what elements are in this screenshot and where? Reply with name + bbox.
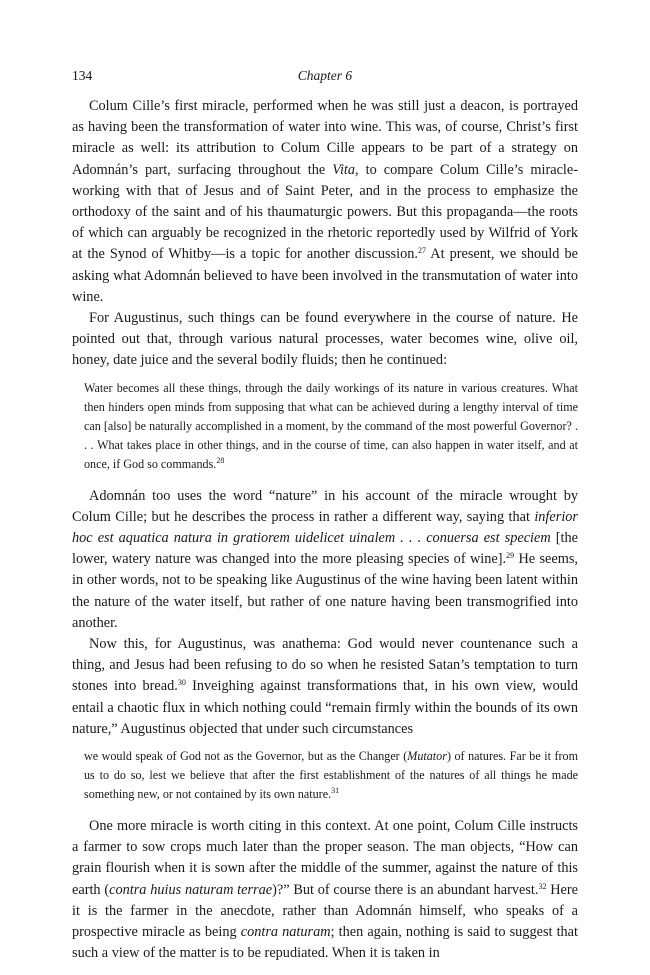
page-number: 134 xyxy=(72,68,93,83)
text-run: )?” But of course there is an abundant harvest. xyxy=(272,881,539,898)
text-run: At present, we should be asking what Adomnán believed to have been involved in the transmutation of water into wine. xyxy=(72,246,578,305)
italic-text: inferior hoc est aquatica natura in gratiorem uidelicet uinalem . . . conuersa est speciem xyxy=(72,508,578,547)
italic-text: Mutator xyxy=(407,749,447,764)
paragraph xyxy=(72,96,578,308)
italic-text: contra naturam xyxy=(240,924,331,941)
block-quote xyxy=(84,379,578,474)
text-run: Now this, for Augustinus, was anathema: God would never countenance such a thing, and Jesus had been refusing to do so when he resisted Satan’s temptation to turn stones into bread. xyxy=(72,636,578,695)
footnote-marker: 28 xyxy=(216,455,225,465)
footnote-marker: 27 xyxy=(417,246,426,256)
text-run: For Augustinus, such things can be found everywhere in the course of nature. He pointed out that, through various natural processes, water becomes wine, olive oil, honey, date juice and the several bodily fluids; then he continued: xyxy=(72,310,578,369)
text-run: [the lower, watery nature was changed into the more pleasing species of wine]. xyxy=(72,530,578,568)
footnote-marker: 30 xyxy=(177,678,186,688)
running-head xyxy=(72,68,578,88)
text-run: He seems, in other words, not to be speaking like Augustinus of the wine having been latent within the nature of the water itself, but rather of one nature having been transmogrified into another. xyxy=(72,551,578,631)
text-run: Colum Cille’s first miracle, performed when he was still just a deacon, is portrayed as having been the transformation of water into wine. This was, of course, Christ’s first miracle as well: its attribution to Colum Cille appears to be part of a strategy on Adomnán’s part, surfacing throughout the xyxy=(72,98,578,178)
paragraph xyxy=(72,816,578,964)
text-run: we would speak of God not as the Governor, but as the Changer ( xyxy=(84,749,408,764)
body-text xyxy=(72,96,578,965)
text-run: One more miracle is worth citing in this context. At one point, Colum Cille instructs a farmer to sow crops much later than the proper season. The man objects, “How can grain flourish when it is sown after the middle of the summer, against the nature of this earth ( xyxy=(72,818,578,898)
chapter-title: Chapter 6 xyxy=(297,68,353,83)
text-run: ) of natures. Far be it from us to do so, lest we believe that after the first establishment of the natures of all things he made something new, or not contained by its own nature. xyxy=(84,749,578,802)
paragraph xyxy=(72,308,578,372)
text-run: Here it is the farmer in the anecdote, rather than Adomnán himself, who speaks of a prospective miracle as being xyxy=(72,881,578,941)
paragraph xyxy=(72,486,578,634)
text-run: Adomnán too uses the word “nature” in his account of the miracle wrought by Colum Cille; but he describes the process in rather a different way, saying that xyxy=(72,487,578,525)
italic-text: Vita xyxy=(332,161,356,178)
text-run: Water becomes all these things, through the daily workings of its nature in various creatures. What then hinders open minds from supposing that what can be achieved during a lengthy interval of time can [also] be naturally accomplished in a moment, by the command of the most powerful Governor? . . . What takes place in other things, and in the course of time, can also happen in water itself, and at once, if God so commands. xyxy=(84,380,578,471)
block-quote xyxy=(84,747,578,804)
paragraph xyxy=(72,634,578,740)
text-run: , to compare Colum Cille’s miracle-working with that of Jesus and of Saint Peter, and in the process to emphasize the orthodoxy of the saint and of his thaumaturgic powers. But this propaganda—the roots of which can arguably be recognized in the rhetoric reportedly used by Wilfrid of York at the Synod of Whitby—is a topic for another discussion. xyxy=(72,161,578,263)
footnote-marker: 32 xyxy=(538,881,547,891)
footnote-marker: 29 xyxy=(506,551,515,561)
footnote-marker: 31 xyxy=(331,786,340,796)
italic-text: contra huius naturam terrae xyxy=(109,881,273,898)
text-run: Inveighing against transformations that, in his own view, would entail a chaotic flux in which nothing could “remain firmly within the bounds of its own nature,” Augustinus objected that under such circumstances xyxy=(72,678,578,737)
text-run: ; then again, nothing is said to suggest that such a view of the matter is to be repudiated. When it is taken in xyxy=(72,924,579,962)
